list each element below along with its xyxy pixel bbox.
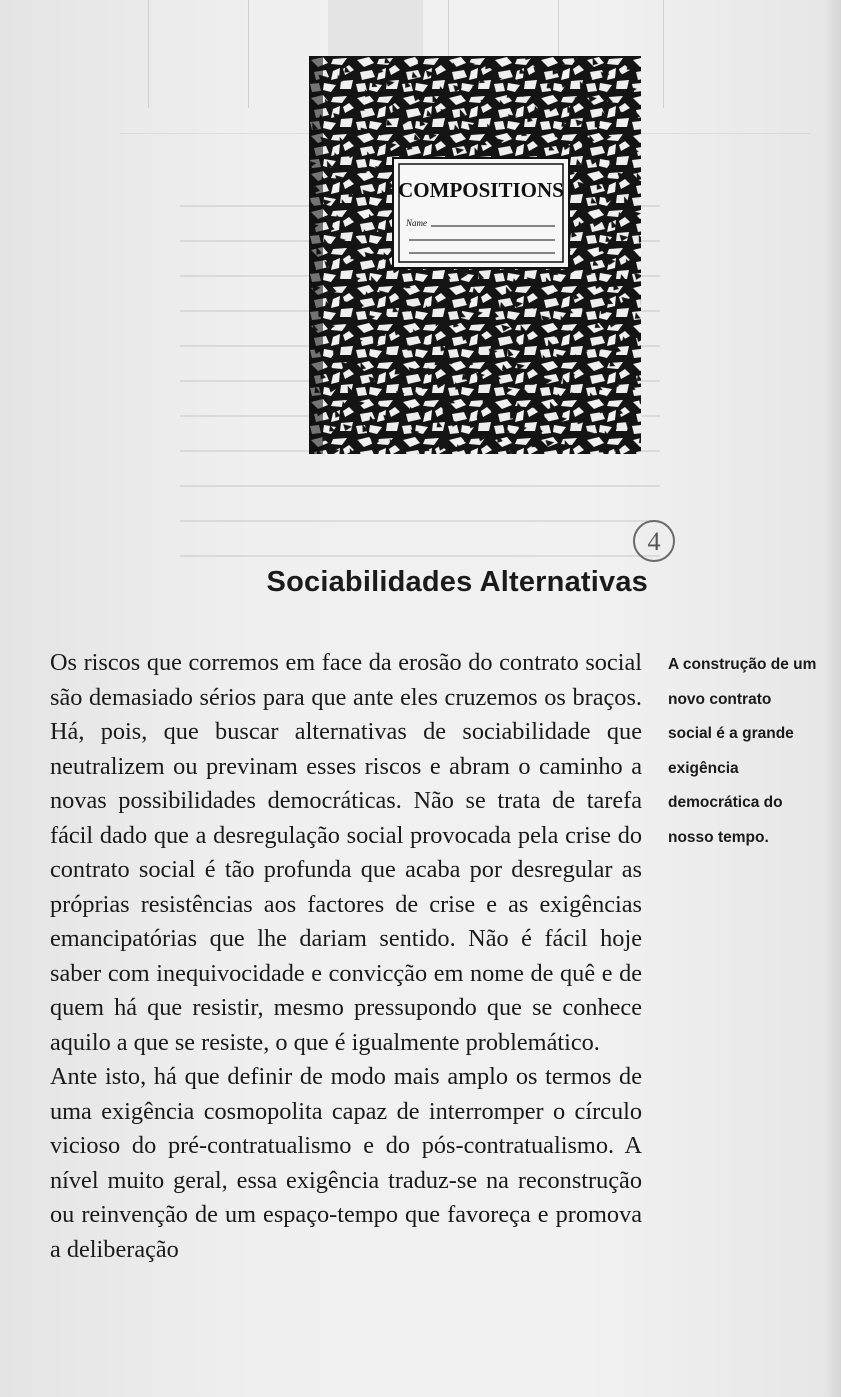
chapter-number: 4 [647, 527, 661, 556]
chapter-title: Sociabilidades Alternativas [266, 566, 648, 598]
cover-field-label: Name [406, 218, 427, 228]
page-edge-shadow [823, 0, 841, 1397]
chapter-number-badge [631, 518, 677, 564]
cover-title: COMPOSITIONS [398, 178, 564, 202]
paragraph-1: Os riscos que corremos em face da erosão do contrato social são demasiado sérios para que ante eles cruzemos os braços. Há, pois, que buscar alternativas de sociabilidade que neutralizem ou previnam esses riscos e abram o caminho a novas possibilidades democráticas. Não se trata de tarefa fácil dado que a desregulação social provocada pela crise do contrato social é tão profunda que acaba por desregular as próprias resistências aos factores de crise e as exigências emancipatórias que lhe dariam sentido. Não é fácil hoje saber com inequivocidade e convicção em nome de quê e de quem há que resistir, mesmo pressupondo que se conhece aquilo a que se resiste, o que é igualmente problemático. [50, 649, 642, 1056]
composition-notebook-image [309, 56, 641, 454]
body-text [50, 646, 642, 1267]
margin-note: A construção de um novo contrato social é a grande exigência democrática do nosso tempo. [668, 656, 817, 846]
paragraph-2: Ante isto, há que definir de modo mais amplo os termos de uma exigência cosmopolita capaz de interromper o círculo vicioso do pré-contratualismo e do pós-contratualismo. A nível muito geral, essa exigência traduz-se na reconstrução ou reinvenção de um espaço-tempo que favoreça e promova a deliberação [50, 1063, 642, 1263]
